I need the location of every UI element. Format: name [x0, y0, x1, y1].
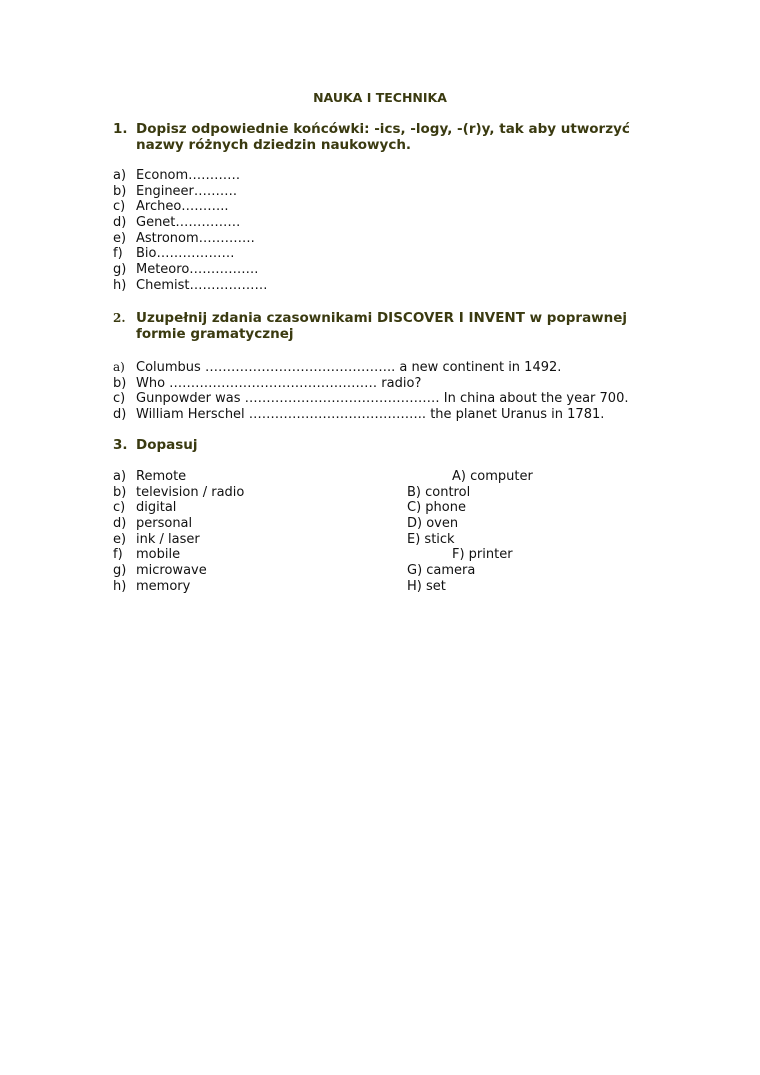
- item-label: a): [113, 168, 127, 183]
- item-label: c): [113, 199, 126, 215]
- item-text: A) computer: [452, 469, 533, 484]
- item-label: b): [113, 375, 127, 391]
- item-label: h): [113, 578, 127, 594]
- item-label: a): [113, 469, 127, 484]
- item-text: Econom…………: [136, 168, 241, 183]
- item-text: B) control: [407, 484, 471, 500]
- item-label: c): [113, 500, 126, 516]
- item-text: television / radio: [136, 484, 245, 500]
- item-text: Bio………………: [136, 246, 235, 262]
- item-label: a): [113, 360, 125, 374]
- item-text: Meteoro…………….: [136, 262, 259, 278]
- item-text: personal: [136, 516, 193, 532]
- item-text: E) stick: [407, 531, 455, 547]
- item-label: f): [113, 246, 123, 262]
- question-number: 2.: [113, 311, 126, 325]
- item-text: Remote: [136, 469, 187, 484]
- item-text: G) camera: [407, 563, 476, 579]
- item-text: ink / laser: [136, 531, 200, 547]
- page-title: NAUKA I TECHNIKA: [313, 90, 447, 105]
- question-number: 1.: [113, 121, 128, 137]
- item-text: D) oven: [407, 516, 459, 532]
- question-text: Uzupełnij zdania czasownikami DISCOVER I INVENT w poprawnej formie gramatycznej: [136, 310, 628, 342]
- item-label: d): [113, 407, 127, 423]
- item-text: memory: [136, 578, 191, 594]
- item-label: e): [113, 531, 127, 547]
- item-label: h): [113, 277, 127, 293]
- item-text: Genet……………: [136, 215, 241, 231]
- question-text: Dopisz odpowiednie końcówki: -ics, -logy, -(r)y, tak aby utworzyć nazwy różnych dziedzin naukowych.: [136, 121, 630, 153]
- question-3-heading: [113, 438, 673, 454]
- item-label: g): [113, 563, 127, 579]
- item-text: William Herschel ………………………………….. the planet Uranus in 1781.: [136, 407, 605, 423]
- item-text: Columbus …………………………………….. a new continent in 1492.: [136, 360, 562, 375]
- item-text: microwave: [136, 563, 207, 579]
- question-2-heading: [113, 311, 673, 342]
- item-text: C) phone: [407, 500, 466, 516]
- item-text: mobile: [136, 547, 181, 563]
- question-1-heading: [113, 122, 673, 153]
- question-number: 3.: [113, 437, 128, 453]
- item-label: g): [113, 262, 127, 278]
- item-text: Astronom………….: [136, 230, 255, 246]
- item-label: b): [113, 484, 127, 500]
- item-label: e): [113, 230, 127, 246]
- item-text: Gunpowder was ……………………………………… In china about the year 700.: [136, 391, 629, 407]
- item-text: Who ………………………………………… radio?: [136, 375, 422, 391]
- item-text: H) set: [407, 578, 446, 594]
- item-label: b): [113, 183, 127, 199]
- item-label: d): [113, 215, 127, 231]
- item-text: digital: [136, 500, 177, 516]
- item-text: Chemist………………: [136, 277, 268, 293]
- item-label: f): [113, 547, 123, 563]
- item-label: d): [113, 516, 127, 532]
- question-text: Dopasuj: [136, 437, 198, 453]
- item-text: Archeo………..: [136, 199, 229, 215]
- item-text: F) printer: [452, 547, 513, 563]
- item-text: Engineer……….: [136, 183, 238, 199]
- item-label: c): [113, 391, 126, 407]
